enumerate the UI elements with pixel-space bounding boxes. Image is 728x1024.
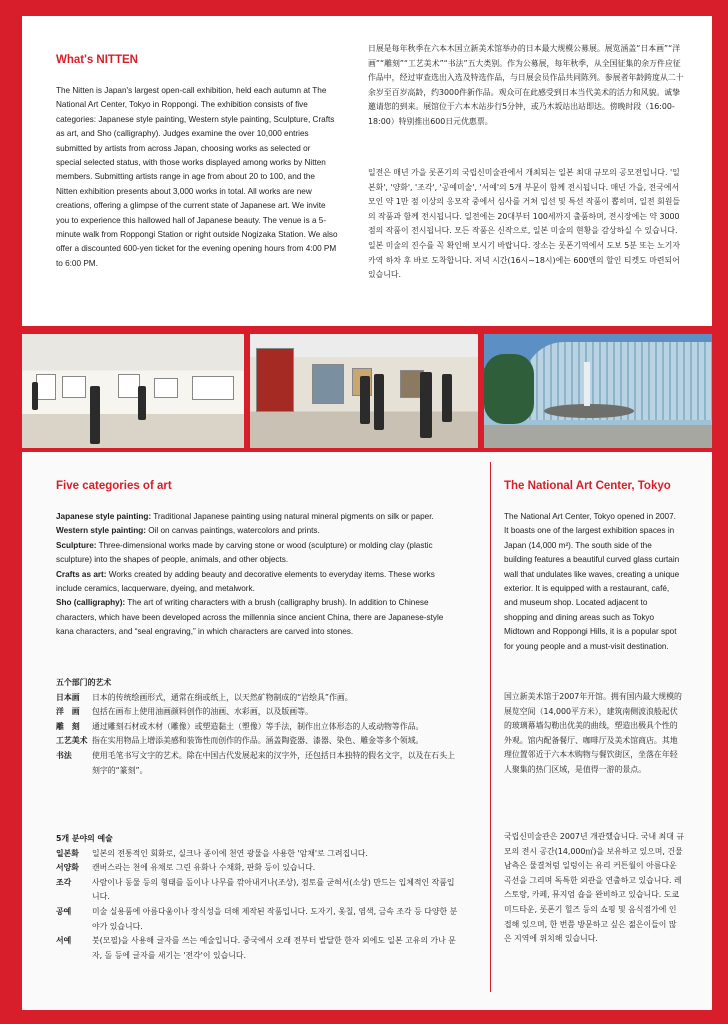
category-desc: 붓(모필)을 사용해 글자를 쓰는 예술입니다. 중국에서 오래 전부터 발달한 한자 외에도 일본 고유의 가나 문자, 돌 등에 글자를 새기는 '전각'이 있습니다.: [92, 936, 456, 960]
category-term: 日本画: [56, 692, 80, 702]
category-term: 洋 画: [56, 707, 80, 717]
category-term: Western style painting:: [56, 526, 146, 536]
category-en: [56, 568, 456, 597]
category-term: 서양화: [56, 863, 79, 873]
category-desc: 使用毛笔书写文字的艺术。除在中国古代发展起来的汉字外，还包括日本独特的假名文字，以及在石头上刻字的“篆刻”。: [92, 750, 455, 775]
five-categories-title: Five categories of art: [56, 480, 172, 492]
nact-ko: 국립신미술관은 2007년 개관했습니다. 국내 최대 규모의 전시 공간(14,000㎡)을 보유하고 있으며, 건물 남측은 물결처럼 일렁이는 유리 커튼월이 아름다운 곡선을 그리며 독특한 외관을 연출하고 있습니다. 레스토랑, 카페, 뮤지엄 숍을 완비하고 있습니다. 도쿄 미드타운, 롯폰기 힐즈 등의 쇼핑 및 음식점가에 인접해 있으며, 한 번쯤 방문하고 싶은 젊은이들이 많은 지역에 위치해 있습니다.: [504, 832, 684, 944]
gallery-photo-calligraphy: [22, 334, 244, 448]
category-desc: 包括在画布上使用油画颜料创作的油画、水彩画，以及版画等。: [92, 707, 313, 717]
category-ko: [56, 847, 460, 862]
category-term: 书法: [56, 750, 72, 760]
category-term: Crafts as art:: [56, 569, 107, 579]
categories-en: [56, 510, 456, 640]
category-desc: Three-dimensional works made by carving stone or wood (sculpture) or molding clay (plastic sculpture) into the shapes of people, animals, and other objects.: [56, 540, 433, 565]
category-desc: 指在实用物品上增添美感和装饰性而创作的作品。涵盖陶瓷器、漆器、染色、雕金等多个领域。: [92, 736, 424, 746]
category-zh: [56, 705, 460, 720]
category-desc: 사람이나 동물 등의 형태를 돌이나 나무를 깎아내거나(조상), 점토를 굳혀서(소상) 만드는 입체적인 작품입니다.: [92, 877, 455, 902]
category-ko: [56, 876, 460, 905]
category-ko: [56, 934, 460, 963]
nact-building-photo: [484, 334, 712, 448]
nact-zh: 国立新美术馆于2007年开馆。拥有国内最大规模的展览空间（14,000平方米），建筑南侧波浪般起伏的玻璃幕墙勾勒出优美的曲线，塑造出极具个性的外观。馆内配备餐厅、咖啡厅及美术馆商店。其地理位置邻近于六本木购物与餐饮街区，坐落在年轻人聚集的热门区域，是值得一游的景点。: [504, 692, 682, 774]
category-term: 공예: [56, 906, 72, 916]
category-desc: 日本的传统绘画形式，通常在绢或纸上，以天然矿物制成的“岩绘具”作画。: [92, 692, 353, 702]
gallery-photo-paintings: [250, 334, 478, 448]
photo-strip: [22, 334, 712, 448]
category-desc: 캔버스라는 천에 유채로 그린 유화나 수채화, 판화 등이 있습니다.: [92, 863, 316, 873]
whats-nitten-title: What's NITTEN: [56, 54, 138, 66]
category-en: [56, 539, 456, 568]
nact-en: The National Art Center, Tokyo opened in 2007. It boasts one of the largest exhibition spaces in Japan (14,000 m²). The south side of the building features a beautiful curved glass curtain wall that undulates like waves, creating a unique exterior. It is equipped with a restaurant, café, and museum shop. Located adjacent to shopping and dining areas such as Tokyo Midtown and Roppongi Hills, it is a popular spot for young people and a must-visit destination.: [504, 512, 680, 651]
nact-title: The National Art Center, Tokyo: [504, 480, 671, 492]
category-term: Japanese style painting:: [56, 512, 152, 521]
category-desc: 일본의 전통적인 회화로, 실크나 종이에 천연 광물을 사용한 '암채'로 그려집니다.: [92, 848, 368, 858]
category-term: 雕 刻: [56, 721, 80, 731]
details-panel: [22, 452, 712, 1010]
category-term: 조각: [56, 877, 72, 887]
category-desc: The art of writing characters with a brush (calligraphy brush). In addition to Chinese characters, which have been developed across the millennia since ancient China, there are Japanese-style kana characters, and “seal engraving,” in which characters are carved into stones.: [56, 598, 444, 637]
category-en: [56, 510, 456, 524]
whats-nitten-zh: 日展是每年秋季在六本木国立新美术馆举办的日本最大规模公募展。展览涵盖“日本画”“洋画”“雕刻”“工艺美术”“书法”五大类别。作为公募展，每年秋季，从全国征集的余万件应征作品中，经过审查选出入选及特选作品，与日展会员作品共同陈列。参展者年龄跨度从二十余岁至百岁高龄，约3000件新作品。观众可在此感受到日本当代美术的活力和风貌。诚挚邀请您的到来。展馆位于六本木站步行5分钟，或乃木坂站出站即达。傍晚时段（16:00-18:00）特别推出600日元优惠票。: [368, 44, 684, 126]
category-desc: Traditional Japanese painting using natural mineral pigments on silk or paper.: [151, 512, 434, 521]
categories-ko: [56, 832, 460, 963]
category-desc: Oil on canvas paintings, watercolors and prints.: [145, 526, 320, 536]
category-term: Sculpture:: [56, 540, 97, 550]
category-zh: [56, 720, 460, 735]
category-zh: [56, 749, 460, 778]
column-divider: [490, 462, 491, 992]
category-desc: 미술 실용품에 아름다움이나 장식성을 더해 제작된 작품입니다. 도자기, 옻칠, 염색, 금속 조각 등 다양한 분야가 있습니다.: [92, 906, 458, 931]
category-term: 서예: [56, 936, 72, 946]
whats-nitten-ko: 일전은 매년 가을 롯폰기의 국립신미술관에서 개최되는 일본 최대 규모의 공모전입니다. '일본화', '양화', '조각', '공예미술', '서예'의 5개 부문이 함께 전시됩니다. 매년 가을, 전국에서 모인 약 1만 점 이상의 응모작 중에서 심사를 거쳐 입선 및 특선 작품이 뽑히며, 일전 회원들의 작품과 함께 전시됩니다. 일전에는 20대부터 100세까지 출품하며, 전시장에는 약 3000점의 작품이 전시됩니다. 모든 작품은 신작으로, 일본 미술의 현황을 감상하실 수 있습니다. 일본 미술의 진수를 꼭 확인해 보시기 바랍니다. 장소는 롯폰기역에서 도보 5분 또는 노기자카역 하차 후 바로 도착합니다. 저녁 시간(16시~18시)에는 600엔의 할인 티켓도 마련되어 있습니다.: [368, 168, 681, 280]
category-desc: 通过雕刻石材或木材（雕像）或塑造黏土（塑像）等手法，制作出立体形态的人或动物等作品。: [92, 721, 424, 731]
whats-nitten-en: The Nitten is Japan's largest open-call exhibition, held each autumn at The National Art Center, Tokyo in Roppongi. The exhibition consists of five categories: Japanese style painting, Western style painting, Sculpture, Crafts as art, and Sho (calligraphy). Judges examine the over 10,000 entries submitted by artists from across Japan, choosing works as selected or special selected status, with those works displayed among works by Nitten members. Submitting artists range in age from about 20 to 100, and the Nitten exhibition presents about 3,000 works in total. All works are new creations, offering a glimpse of the current state of Japanese art. We invite you to experience this hallowed hall of Japanese beauty. The venue is a 5-minute walk from Roppongi Station or right outside Nogizaka Station. We also offer a discounted 600-yen ticket for the evening opening hours from 4:00 PM to 6:00 PM.: [56, 86, 338, 268]
categories-zh: [56, 676, 460, 778]
category-desc: Works created by adding beauty and decorative elements to everyday items. These works include ceramics, lacquerware, dyeing, and metalwork.: [56, 569, 435, 594]
category-term: Sho (calligraphy):: [56, 598, 126, 608]
category-zh: [56, 691, 460, 706]
intro-panel: [22, 16, 712, 326]
category-ko: [56, 905, 460, 934]
category-en: [56, 524, 456, 538]
categories-zh-title: 五个部门的艺术: [56, 678, 112, 687]
category-en: [56, 596, 456, 639]
category-ko: [56, 861, 460, 876]
category-term: 일본화: [56, 848, 79, 858]
category-zh: [56, 734, 460, 749]
category-term: 工艺美术: [56, 736, 88, 746]
categories-ko-title: 5개 분야의 예술: [56, 834, 113, 843]
